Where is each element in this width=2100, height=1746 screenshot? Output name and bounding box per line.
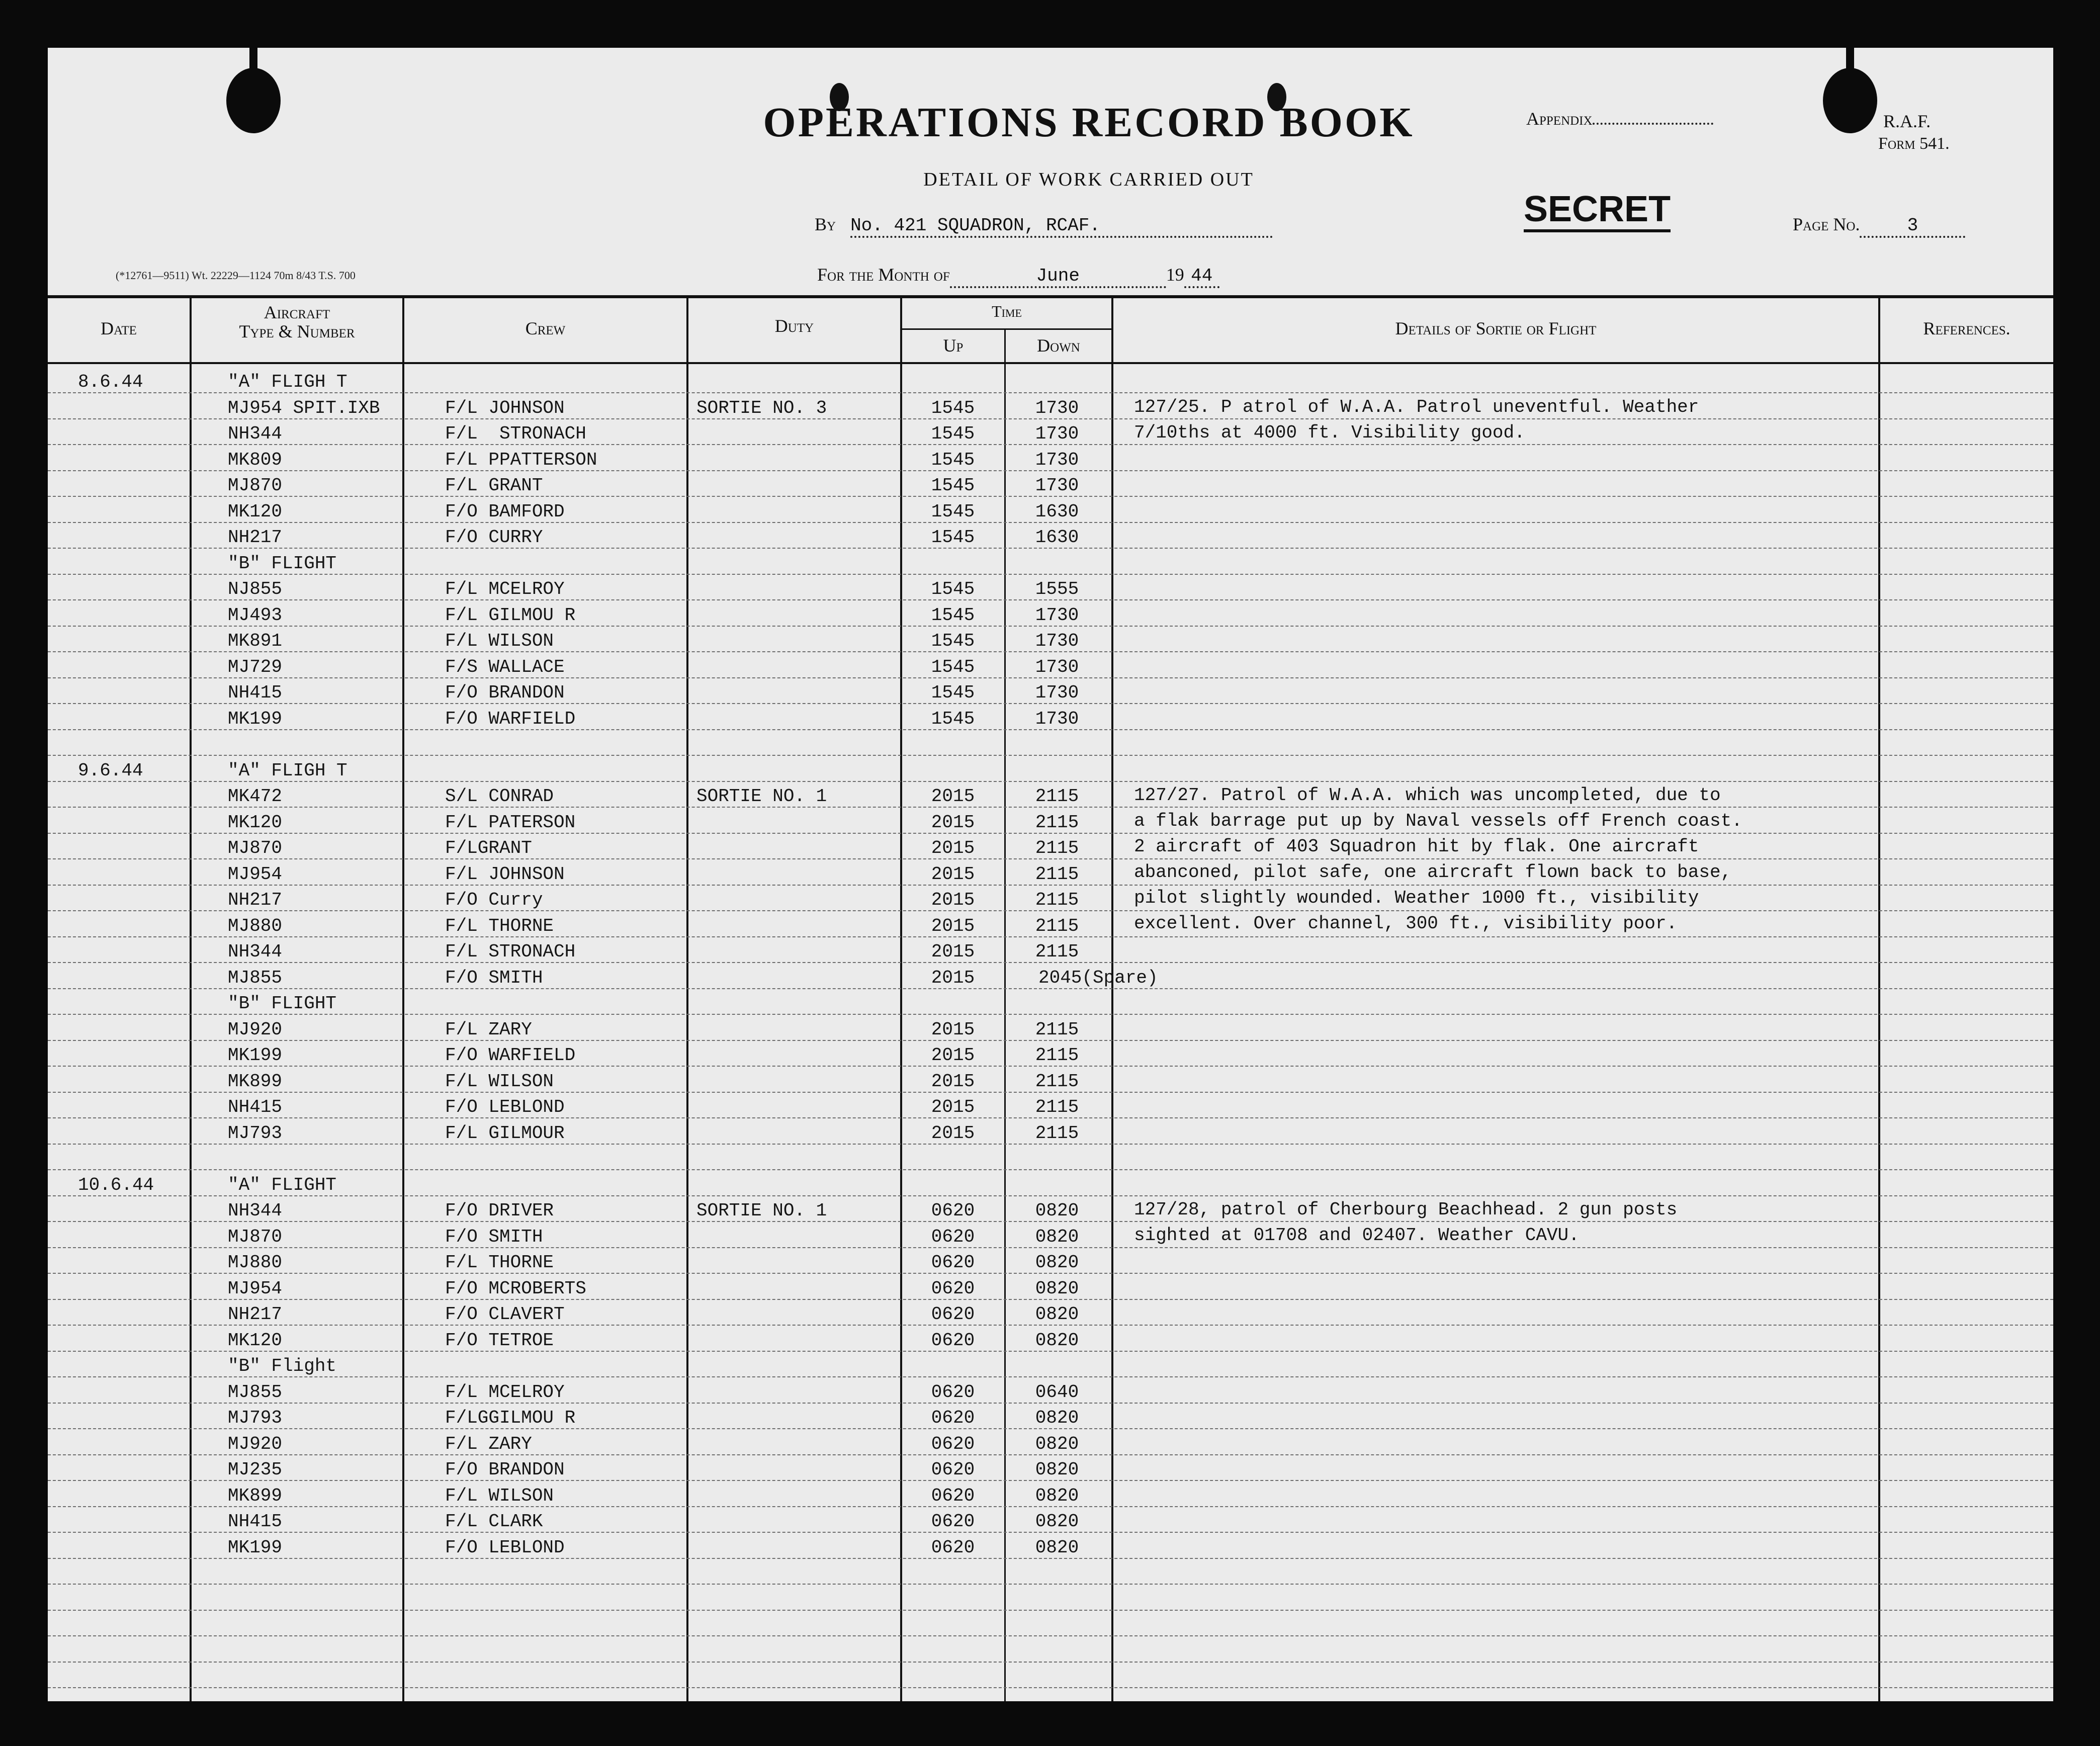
ruled-line xyxy=(48,1662,2053,1663)
row-up: 1545 xyxy=(931,475,975,496)
ruled-line xyxy=(48,677,2053,678)
row-aircraft: MK120 xyxy=(228,1330,283,1351)
row-down: 2115 xyxy=(1035,812,1079,833)
row-date: 10.6.44 xyxy=(78,1174,154,1195)
row-crew: F/L ZARY xyxy=(445,1433,532,1454)
row-aircraft: "B" Flight xyxy=(228,1356,337,1376)
ruled-line xyxy=(48,496,2053,497)
month-field xyxy=(817,264,1219,288)
row-aircraft: "A" FLIGH T xyxy=(228,760,347,781)
row-aircraft: MJ493 xyxy=(228,604,283,626)
row-down: 2115 xyxy=(1035,1071,1079,1092)
row-up: 0620 xyxy=(931,1200,975,1221)
row-down: 1730 xyxy=(1035,631,1079,651)
row-down: 0820 xyxy=(1035,1278,1079,1299)
ruled-line xyxy=(48,936,2053,937)
ruled-line xyxy=(48,1092,2053,1093)
row-aircraft: MK899 xyxy=(228,1071,283,1092)
ruled-line xyxy=(48,651,2053,652)
ruled-line xyxy=(48,1040,2053,1041)
ruled-line xyxy=(48,1428,2053,1429)
row-up: 2015 xyxy=(931,1071,975,1092)
row-up: 1545 xyxy=(931,708,975,729)
row-down: 1730 xyxy=(1035,656,1079,677)
row-crew: F/L STRONACH xyxy=(445,423,586,444)
row-crew: F/L GILMOUR xyxy=(445,1122,565,1144)
row-up: 1545 xyxy=(931,397,975,418)
row-aircraft: "B" FLIGHT xyxy=(228,553,337,574)
month-label: For the Month of xyxy=(817,265,950,285)
row-crew: F/LGGILMOU R xyxy=(445,1408,576,1428)
row-crew: F/L JOHNSON xyxy=(445,397,565,418)
row-crew: F/O BRANDON xyxy=(445,682,565,703)
row-up: 2015 xyxy=(931,915,975,936)
appendix-label: Appendix xyxy=(1526,109,1593,129)
col-header-down: Down xyxy=(1037,335,1080,356)
row-aircraft: MJ870 xyxy=(228,475,283,496)
ruled-line xyxy=(48,1221,2053,1222)
ruled-line xyxy=(48,470,2053,471)
row-up: 0620 xyxy=(931,1459,975,1480)
row-down: 1730 xyxy=(1035,604,1079,626)
row-down: 1730 xyxy=(1035,397,1079,418)
row-up: 0620 xyxy=(931,1381,975,1403)
row-down: 2115 xyxy=(1035,863,1079,885)
year-suffix: 44 xyxy=(1184,266,1219,288)
squadron-value: No. 421 SQUADRON, RCAF. xyxy=(850,215,1273,238)
row-aircraft: NH415 xyxy=(228,1511,283,1532)
row-up: 1545 xyxy=(931,604,975,626)
ruled-line xyxy=(48,1376,2053,1377)
row-down: 1630 xyxy=(1035,527,1079,548)
row-aircraft: MK899 xyxy=(228,1485,283,1506)
row-aircraft: MJ870 xyxy=(228,838,283,858)
row-aircraft: MJ920 xyxy=(228,1433,283,1454)
row-aircraft: MK120 xyxy=(228,812,283,833)
page-label: Page No. xyxy=(1793,214,1860,234)
row-crew: F/O WARFIELD xyxy=(445,708,576,729)
binder-hole-right xyxy=(1823,68,1877,133)
row-crew: F/O TETROE xyxy=(445,1330,554,1351)
row-crew: F/O LEBLOND xyxy=(445,1537,565,1558)
secret-stamp: SECRET xyxy=(1524,191,1671,232)
ruled-line xyxy=(48,807,2053,808)
row-up: 1545 xyxy=(931,501,975,522)
row-crew: F/L GILMOU R xyxy=(445,604,576,626)
row-aircraft: NH217 xyxy=(228,527,283,548)
ruled-line xyxy=(48,1454,2053,1455)
row-crew: F/O Curry xyxy=(445,890,543,910)
ruled-line xyxy=(48,1558,2053,1559)
row-aircraft: MJ880 xyxy=(228,915,283,936)
ruled-line xyxy=(48,833,2053,834)
row-up: 2015 xyxy=(931,1019,975,1040)
row-crew: F/L MCELROY xyxy=(445,1381,565,1403)
row-aircraft: MJ793 xyxy=(228,1408,283,1428)
ruled-line xyxy=(48,1169,2053,1170)
ruled-line xyxy=(48,418,2053,419)
row-down: 1630 xyxy=(1035,501,1079,522)
ruled-line xyxy=(48,988,2053,989)
table-header-border xyxy=(48,362,2053,364)
ruled-line xyxy=(48,1273,2053,1274)
row-down: 0820 xyxy=(1035,1485,1079,1506)
row-down: 2115 xyxy=(1035,941,1079,962)
row-up: 2015 xyxy=(931,1122,975,1144)
row-duty: SORTIE NO. 1 xyxy=(696,786,827,807)
row-down: 1555 xyxy=(1035,579,1079,599)
row-down: 0640 xyxy=(1035,1381,1079,1403)
row-down: 0820 xyxy=(1035,1459,1079,1480)
row-aircraft: MJ880 xyxy=(228,1252,283,1273)
col-header-duty: Duty xyxy=(774,316,814,336)
row-crew: F/L GRANT xyxy=(445,475,543,496)
row-crew: F/O DRIVER xyxy=(445,1200,554,1221)
row-aircraft: MJ954 xyxy=(228,863,283,885)
ruled-line xyxy=(48,1299,2053,1300)
row-aircraft: MK472 xyxy=(228,786,283,807)
ruled-line xyxy=(48,1687,2053,1688)
row-crew: F/O SMITH xyxy=(445,1226,543,1247)
row-crew: F/O WARFIELD xyxy=(445,1045,576,1066)
ruled-line xyxy=(48,599,2053,600)
row-aircraft: MK199 xyxy=(228,1045,283,1066)
col-border xyxy=(190,295,192,1701)
row-down: 2045(Spare) xyxy=(1038,967,1158,988)
row-up: 2015 xyxy=(931,838,975,858)
row-up: 1545 xyxy=(931,449,975,470)
row-down: 0820 xyxy=(1035,1408,1079,1428)
ruled-line xyxy=(48,910,2053,911)
row-aircraft: NH415 xyxy=(228,1097,283,1117)
print-reference: (*12761—9511) Wt. 22229—1124 70m 8/43 T.S. 700 xyxy=(116,269,356,282)
ruled-line xyxy=(48,1325,2053,1326)
row-up: 1545 xyxy=(931,579,975,599)
row-crew: F/L ZARY xyxy=(445,1019,532,1040)
record-page xyxy=(48,48,2053,1701)
ruled-line xyxy=(48,1480,2053,1481)
ruled-line xyxy=(48,781,2053,782)
row-up: 2015 xyxy=(931,1045,975,1066)
row-aircraft: NH415 xyxy=(228,682,283,703)
row-down: 1730 xyxy=(1035,423,1079,444)
row-down: 0820 xyxy=(1035,1511,1079,1532)
page-number: 3 xyxy=(1860,215,1965,238)
row-aircraft: NH344 xyxy=(228,423,283,444)
ruled-line xyxy=(48,444,2053,445)
squadron-field xyxy=(815,214,1273,238)
row-down: 1730 xyxy=(1035,708,1079,729)
col-border xyxy=(1878,295,1880,1701)
row-crew: F/LGRANT xyxy=(445,838,532,858)
col-border xyxy=(402,295,404,1701)
row-down: 0820 xyxy=(1035,1537,1079,1558)
row-aircraft: MJ920 xyxy=(228,1019,283,1040)
binder-hole-left xyxy=(226,68,281,133)
ruled-line xyxy=(48,1635,2053,1636)
row-up: 0620 xyxy=(931,1226,975,1247)
appendix-field xyxy=(1526,108,1713,129)
row-crew: F/L CLARK xyxy=(445,1511,543,1532)
row-date: 8.6.44 xyxy=(78,372,143,392)
row-crew: F/L JOHNSON xyxy=(445,863,565,885)
row-down: 2115 xyxy=(1035,1097,1079,1117)
row-down: 1730 xyxy=(1035,475,1079,496)
row-up: 0620 xyxy=(931,1485,975,1506)
row-up: 2015 xyxy=(931,941,975,962)
row-aircraft: "B" FLIGHT xyxy=(228,993,337,1014)
row-crew: F/L THORNE xyxy=(445,915,554,936)
row-down: 1730 xyxy=(1035,682,1079,703)
row-down: 0820 xyxy=(1035,1226,1079,1247)
row-crew: F/L PATERSON xyxy=(445,812,576,833)
row-aircraft: MJ235 xyxy=(228,1459,283,1480)
row-aircraft: MK120 xyxy=(228,501,283,522)
col-header-details: Details of Sortie or Flight xyxy=(1395,318,1597,338)
col-header-up: Up xyxy=(943,335,964,356)
row-down: 2115 xyxy=(1035,1122,1079,1144)
ruled-line xyxy=(48,858,2053,859)
sortie-details: 127/27. Patrol of W.A.A. which was uncompleted, due to a flak barrage put up by Naval vessels off French coast. 2 aircraft of 403 Squadron hit by flak. One aircraft abanconed, pilot safe, one aircraft flown back to base, pilot slightly wounded. Weather 1000 ft., visibility excellent. Over channel, 300 ft., visibility poor. xyxy=(1134,785,1742,934)
row-duty: SORTIE NO. 3 xyxy=(696,397,827,418)
col-border xyxy=(1004,328,1006,1701)
ruled-line xyxy=(48,392,2053,393)
col-border xyxy=(900,295,902,1701)
row-crew: F/O MCROBERTS xyxy=(445,1278,586,1299)
row-aircraft: "A" FLIGHT xyxy=(228,1174,337,1195)
row-down: 2115 xyxy=(1035,915,1079,936)
row-crew: F/O LEBLOND xyxy=(445,1097,565,1117)
ruled-line xyxy=(48,1351,2053,1352)
row-down: 2115 xyxy=(1035,786,1079,807)
ruled-line xyxy=(48,1610,2053,1611)
ruled-line xyxy=(48,1195,2053,1196)
row-aircraft: MJ855 xyxy=(228,967,283,988)
row-up: 0620 xyxy=(931,1537,975,1558)
row-crew: F/L WILSON xyxy=(445,1485,554,1506)
row-up: 1545 xyxy=(931,423,975,444)
row-aircraft: NH217 xyxy=(228,890,283,910)
row-crew: F/L PPATTERSON xyxy=(445,449,597,470)
row-crew: F/O CLAVERT xyxy=(445,1304,565,1325)
ruled-line xyxy=(48,962,2053,963)
ruled-line xyxy=(48,1403,2053,1404)
ruled-line xyxy=(48,1506,2053,1507)
row-crew: F/L THORNE xyxy=(445,1252,554,1273)
page-subtitle: DETAIL OF WORK CARRIED OUT xyxy=(923,169,1254,190)
row-aircraft: "A" FLIGH T xyxy=(228,372,347,392)
row-up: 0620 xyxy=(931,1511,975,1532)
row-date: 9.6.44 xyxy=(78,760,143,781)
ruled-line xyxy=(48,885,2053,886)
col-border xyxy=(1111,295,1113,1701)
row-up: 2015 xyxy=(931,1097,975,1117)
ruled-line xyxy=(48,1532,2053,1533)
month-value: June xyxy=(950,266,1166,288)
col-border xyxy=(686,295,688,1701)
row-up: 0620 xyxy=(931,1330,975,1351)
row-crew: F/O BRANDON xyxy=(445,1459,565,1480)
row-up: 0620 xyxy=(931,1433,975,1454)
table-top-border xyxy=(48,295,2053,298)
by-label: By xyxy=(815,214,836,234)
row-aircraft: MJ954 SPIT.IXB xyxy=(228,397,380,418)
row-up: 0620 xyxy=(931,1278,975,1299)
row-crew: F/O BAMFORD xyxy=(445,501,565,522)
ruled-line xyxy=(48,1117,2053,1118)
row-crew: F/L STRONACH xyxy=(445,941,576,962)
ruled-line xyxy=(48,703,2053,704)
page-title: OPERATIONS RECORD BOOK xyxy=(763,99,1415,146)
row-up: 2015 xyxy=(931,812,975,833)
row-down: 0820 xyxy=(1035,1330,1079,1351)
row-up: 1545 xyxy=(931,631,975,651)
row-down: 2115 xyxy=(1035,1019,1079,1040)
ruled-line xyxy=(48,522,2053,523)
ruled-line xyxy=(48,755,2053,756)
row-aircraft: NH217 xyxy=(228,1304,283,1325)
page-number-field xyxy=(1793,214,1965,238)
row-up: 0620 xyxy=(931,1252,975,1273)
row-aircraft: NH344 xyxy=(228,1200,283,1221)
ruled-line xyxy=(48,1014,2053,1015)
ruled-line xyxy=(48,626,2053,627)
row-aircraft: MJ793 xyxy=(228,1122,283,1144)
row-aircraft: NJ855 xyxy=(228,579,283,599)
row-aircraft: MJ855 xyxy=(228,1381,283,1403)
row-down: 0820 xyxy=(1035,1433,1079,1454)
row-crew: F/S WALLACE xyxy=(445,656,565,677)
ruled-line xyxy=(48,548,2053,549)
col-header-date: Date xyxy=(101,318,137,338)
ruled-line xyxy=(48,1066,2053,1067)
form-label: Form 541. xyxy=(1878,134,1950,153)
row-up: 0620 xyxy=(931,1408,975,1428)
row-down: 0820 xyxy=(1035,1252,1079,1273)
year-prefix: 19 xyxy=(1166,265,1184,285)
ruled-line xyxy=(48,729,2053,730)
ruled-line xyxy=(48,1584,2053,1585)
row-up: 2015 xyxy=(931,967,975,988)
row-crew: F/L WILSON xyxy=(445,1071,554,1092)
row-down: 1730 xyxy=(1035,449,1079,470)
col-header-time: Time xyxy=(992,302,1022,320)
ruled-line xyxy=(48,1247,2053,1248)
col-header-references: References. xyxy=(1923,318,2010,338)
row-aircraft: MK809 xyxy=(228,449,283,470)
row-aircraft: MK199 xyxy=(228,1537,283,1558)
row-up: 2015 xyxy=(931,863,975,885)
row-aircraft: MJ954 xyxy=(228,1278,283,1299)
row-up: 1545 xyxy=(931,656,975,677)
row-down: 0820 xyxy=(1035,1304,1079,1325)
row-down: 2115 xyxy=(1035,1045,1079,1066)
col-header-crew: Crew xyxy=(525,318,566,338)
row-aircraft: MK199 xyxy=(228,708,283,729)
row-up: 1545 xyxy=(931,527,975,548)
row-up: 2015 xyxy=(931,786,975,807)
row-crew: F/L WILSON xyxy=(445,631,554,651)
row-up: 0620 xyxy=(931,1304,975,1325)
sortie-details: 127/25. P atrol of W.A.A. Patrol uneventful. Weather 7/10ths at 4000 ft. Visibility good. xyxy=(1134,396,1699,443)
row-down: 2115 xyxy=(1035,838,1079,858)
raf-label: R.A.F. xyxy=(1883,111,1931,131)
row-duty: SORTIE NO. 1 xyxy=(696,1200,827,1221)
row-aircraft: MK891 xyxy=(228,631,283,651)
row-crew: S/L CONRAD xyxy=(445,786,554,807)
row-down: 2115 xyxy=(1035,890,1079,910)
row-aircraft: MJ870 xyxy=(228,1226,283,1247)
col-header-aircraft: Aircraft Type & Number xyxy=(239,302,355,341)
time-divider xyxy=(900,328,1111,330)
ruled-line xyxy=(48,1144,2053,1145)
row-aircraft: NH344 xyxy=(228,941,283,962)
row-crew: F/O CURRY xyxy=(445,527,543,548)
row-down: 0820 xyxy=(1035,1200,1079,1221)
row-crew: F/L MCELROY xyxy=(445,579,565,599)
row-crew: F/O SMITH xyxy=(445,967,543,988)
row-up: 1545 xyxy=(931,682,975,703)
row-up: 2015 xyxy=(931,890,975,910)
sortie-details: 127/28, patrol of Cherbourg Beachhead. 2 gun posts sighted at 01708 and 02407. Weather CAVU. xyxy=(1134,1199,1678,1246)
ruled-line xyxy=(48,574,2053,575)
row-aircraft: MJ729 xyxy=(228,656,283,677)
